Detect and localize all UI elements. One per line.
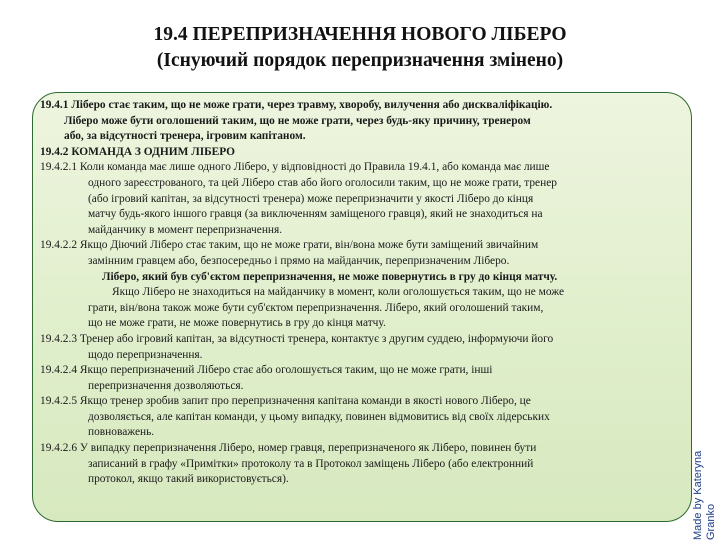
title-subtitle: (Існуючий порядок перепризначення змінено) — [156, 50, 564, 71]
rule-line: (або ігровий капітан, за відсутності тренера) може перепризначити у якості Ліберо до кінця — [88, 192, 534, 205]
rule-line: дозволяється, але капітан команди, у цьому випадку, повинен відмовитись від своїх лідерських — [88, 410, 550, 423]
rule-19-4-2-4: 19.4.2.4 Якщо перепризначений Ліберо стає або оголошується таким, що не може грати, інші — [40, 364, 493, 377]
rule-line: або, за відсутності тренера, ігровим капітаном. — [64, 130, 306, 143]
rules-text — [40, 98, 688, 488]
rule-19-4-1: 19.4.1 Ліберо стає таким, що не може грати, через травму, хворобу, вилучення або дискваліфікацію. — [40, 99, 553, 111]
credit-line-1: Made by Kateryna — [692, 450, 704, 540]
rule-19-4-2-6: 19.4.2.6 У випадку перепризначення Ліберо, номер гравця, перепризначеного як Ліберо, повинен бути — [40, 442, 537, 455]
credit-line-2: Granko — [705, 503, 717, 540]
rule-19-4-2-3: 19.4.2.3 Тренер або ігровий капітан, за відсутності тренера, контактує з другим суддею, інформуючи його — [40, 332, 554, 345]
rule-line: що не може грати, не може повернутись в гру до кінця матчу. — [88, 317, 386, 330]
rule-19-4-2-5: 19.4.2.5 Якщо тренер зробив запит про перепризначення капітана команди в якості нового Ліберо, це — [40, 395, 531, 408]
rule-line: майданчику в момент перепризначення. — [88, 223, 283, 236]
rule-19-4-2-heading: 19.4.2 КОМАНДА З ОДНИМ ЛІБЕРО — [40, 145, 236, 158]
title-line-1: 19.4 ПЕРЕПРИЗНАЧЕННЯ НОВОГО ЛІБЕРО — [153, 24, 567, 45]
rule-line-emphasis: Ліберо, який був суб'єктом перепризначення, не може повернутись в гру до кінця матчу. — [102, 270, 558, 283]
rule-line: записаний в графу «Примітки» протоколу та в Протокол заміщень Ліберо (або електронний — [88, 457, 534, 470]
slide-title — [0, 22, 720, 74]
rule-line: повноважень. — [88, 426, 155, 439]
rule-line: перепризначення дозволяються. — [88, 379, 244, 392]
rule-line: грати, він/вона також може бути суб'єктом перепризначення. Ліберо, який оголошений таким, — [88, 301, 544, 314]
rule-line: Ліберо може бути оголошений таким, що не може грати, через будь-яку причину, тренером — [64, 114, 531, 127]
rule-line: одного зареєстрованого, та цей Ліберо став або його оголосили таким, що не може грати, тренер — [88, 176, 557, 189]
rule-line: протокол, якщо такий використовується). — [88, 473, 289, 486]
rule-19-4-2-2: 19.4.2.2 Якщо Діючий Ліберо стає таким, що не може грати, він/вона може бути заміщений звичайним — [40, 239, 539, 252]
rule-line: щодо перепризначення. — [88, 348, 203, 361]
rule-19-4-2-1: 19.4.2.1 Коли команда має лише одного Ліберо, у відповідності до Правила 19.4.1, або команда має лише — [40, 161, 550, 174]
rule-line: Якщо Ліберо не знаходиться на майданчику в момент, коли оголошується таким, що не може — [112, 286, 565, 299]
rule-line: матчу будь-якого іншого гравця (за виключенням заміщеного гравця), який не знаходиться на — [88, 208, 543, 221]
rule-line: замінним гравцем або, безпосередньо і прямо на майданчик, перепризначеним Ліберо. — [88, 254, 510, 267]
